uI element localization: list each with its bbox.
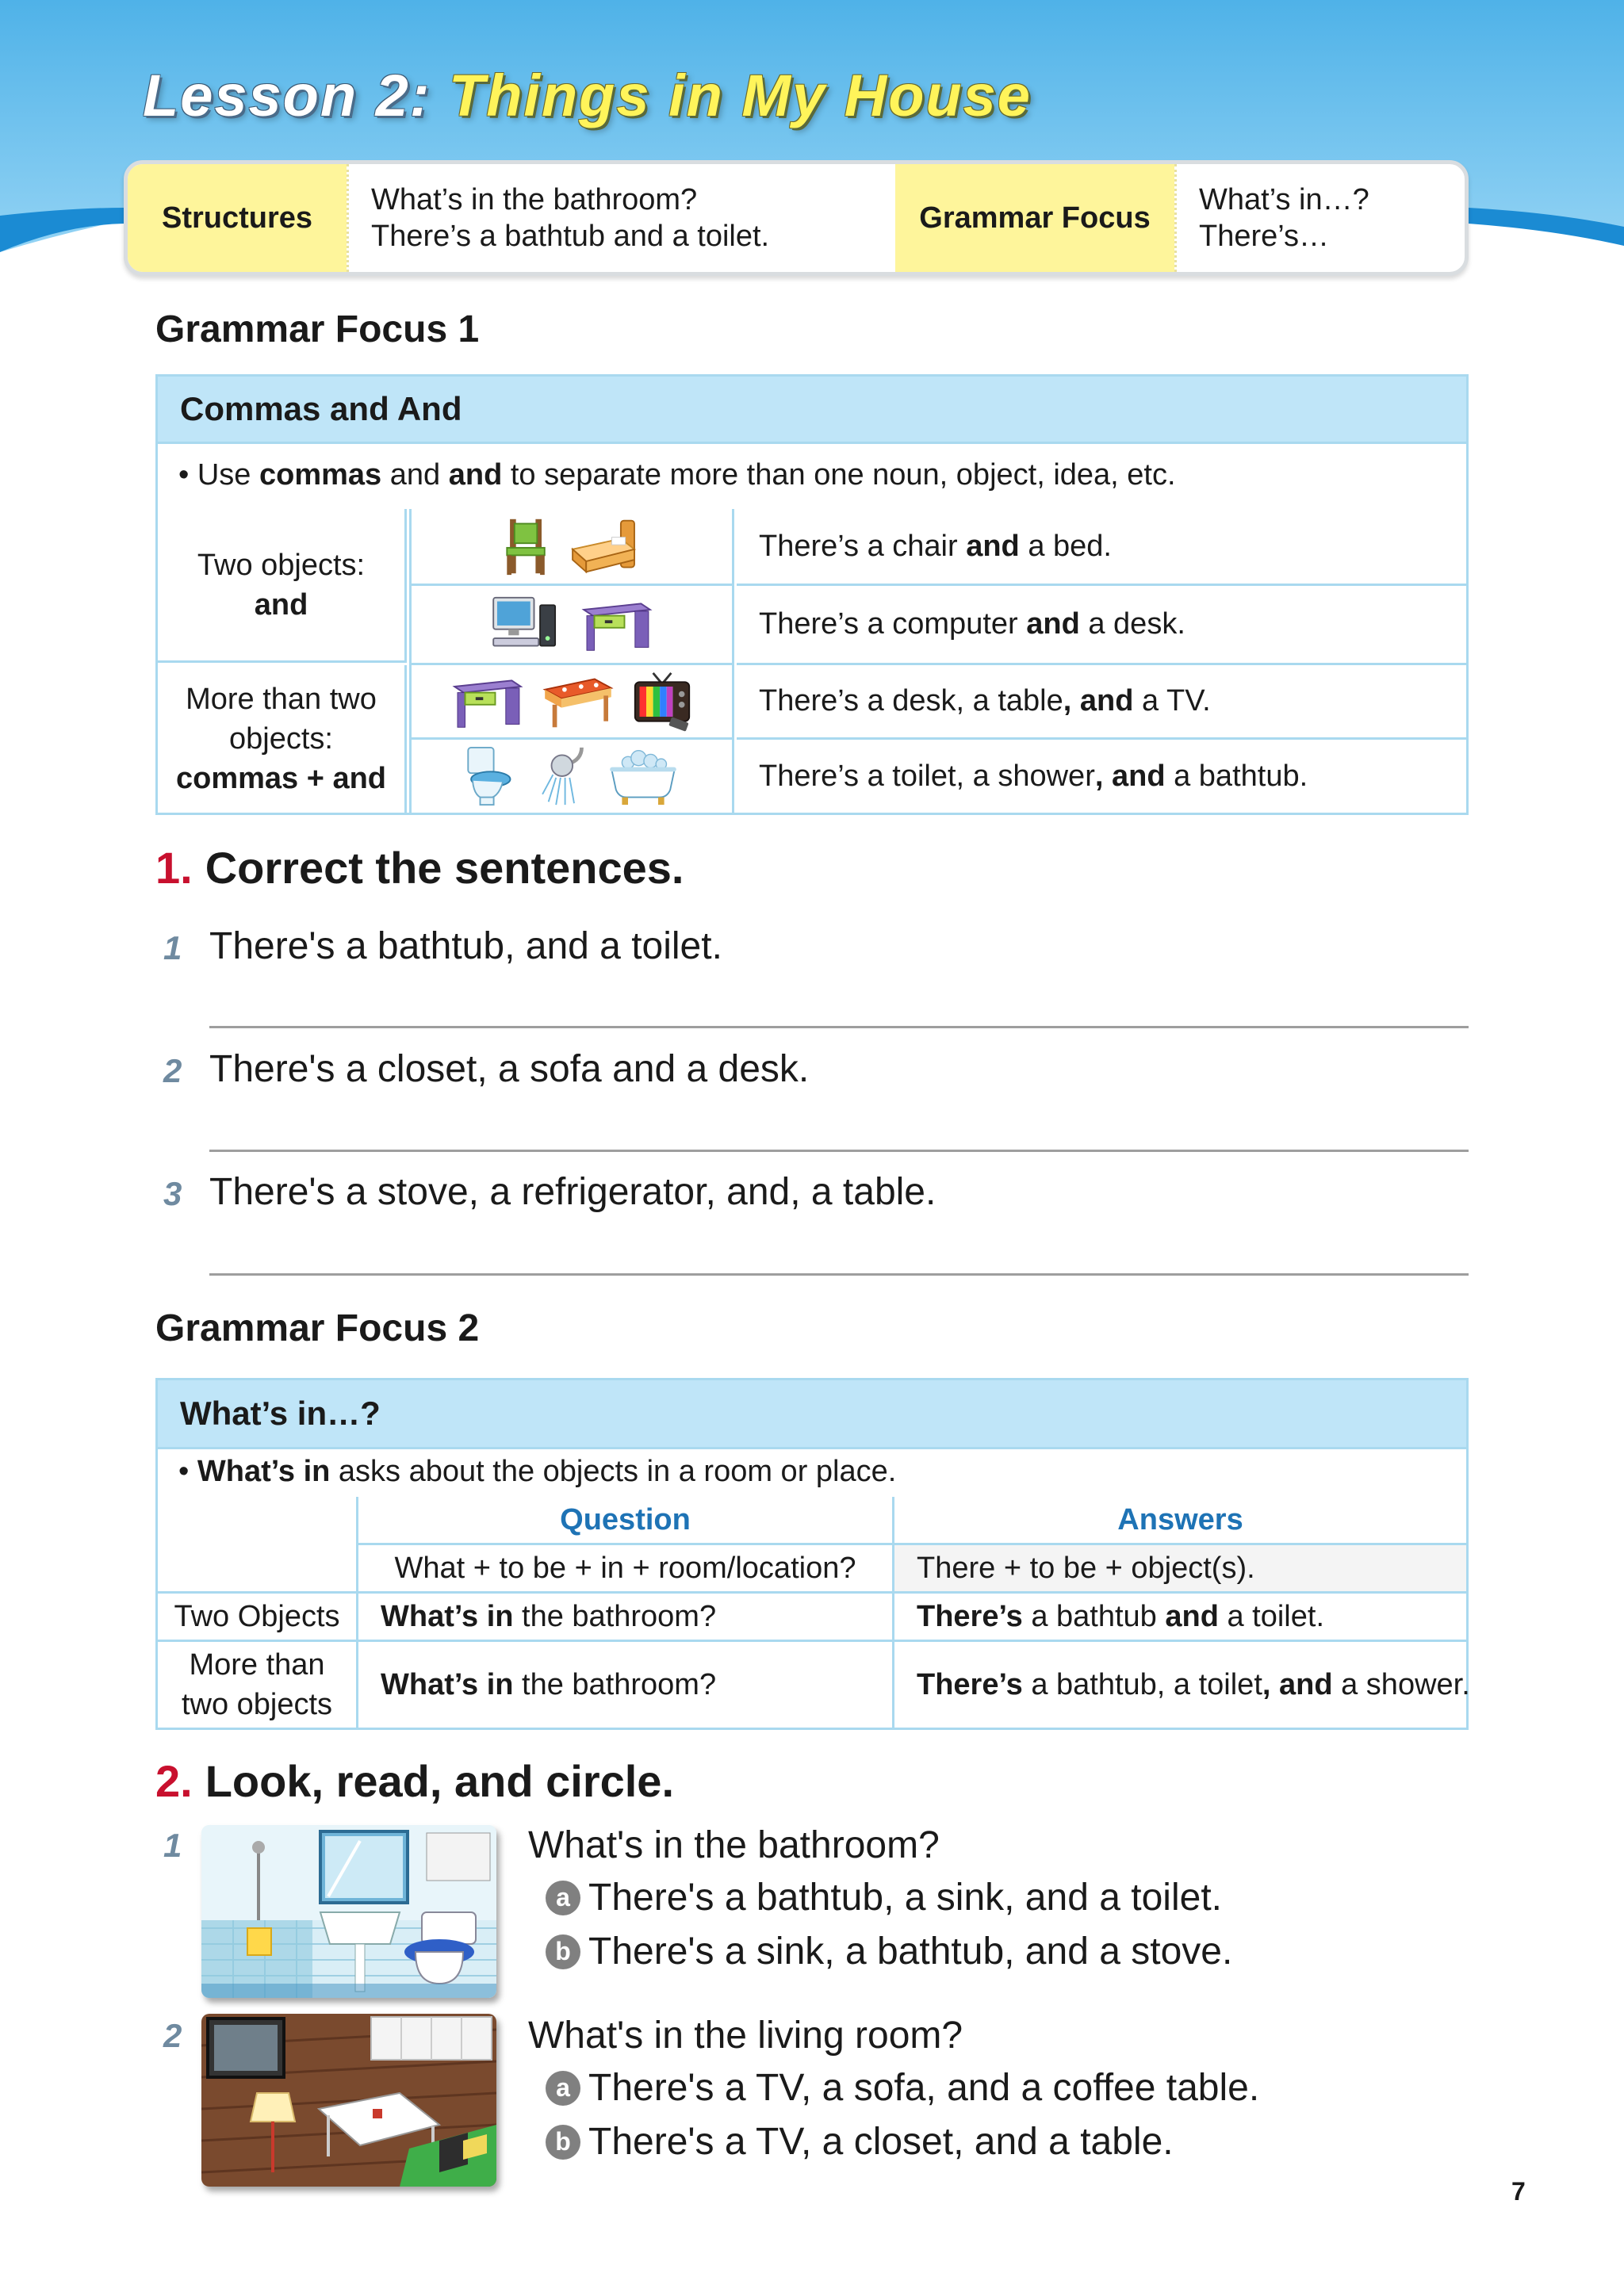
sentence-bold: and bbox=[1026, 607, 1080, 641]
desk-icon bbox=[451, 672, 523, 732]
row-more-objects-question bbox=[358, 1642, 892, 1728]
ex2-item-2-option-a[interactable] bbox=[546, 2066, 1259, 2110]
option-a-badge[interactable]: a bbox=[546, 2071, 580, 2106]
group-two-objects bbox=[158, 509, 407, 663]
table-title: Commas and And bbox=[158, 377, 1466, 442]
ex1-item-2-text: There's a closet, a sofa and a desk. bbox=[209, 1048, 810, 1090]
q-rest: the bathroom? bbox=[513, 1667, 717, 1701]
structures-label: Structures bbox=[128, 164, 347, 272]
ex2-item-1-question: What's in the bathroom? bbox=[528, 1824, 940, 1866]
q-bold: What’s in bbox=[381, 1667, 514, 1701]
group-more-line-2: objects: bbox=[229, 722, 333, 756]
lesson-title bbox=[143, 62, 1032, 129]
rule-bold: What’s in bbox=[197, 1455, 331, 1488]
bathroom-picture bbox=[201, 1825, 496, 1998]
structures-box bbox=[124, 160, 1469, 276]
chair-icon bbox=[503, 516, 551, 576]
icon-cell bbox=[409, 586, 734, 665]
grammar-focus-line-1: What’s in…? bbox=[1199, 183, 1369, 216]
table-body bbox=[158, 509, 1466, 813]
sentence-part: a TV. bbox=[1133, 684, 1211, 718]
sentence-part: There’s a computer bbox=[759, 607, 1027, 641]
structures-line-2: There’s a bathtub and a toilet. bbox=[371, 220, 770, 253]
grammar-focus-1-heading: Grammar Focus 1 bbox=[155, 308, 480, 350]
rule-prefix: • bbox=[178, 1455, 197, 1488]
ex1-answer-line-3[interactable] bbox=[209, 1273, 1469, 1276]
ex2-item-2-option-b[interactable] bbox=[546, 2120, 1174, 2164]
row-more-objects-label bbox=[158, 1642, 356, 1728]
ex2-item-2-number: 2 bbox=[163, 2017, 182, 2054]
toilet-icon bbox=[464, 744, 512, 808]
a-end: a toilet. bbox=[1218, 1599, 1324, 1633]
rule-suffix: to separate more than one noun, object, idea, etc. bbox=[502, 458, 1176, 492]
icon-cell bbox=[409, 509, 734, 586]
computer-icon bbox=[490, 595, 562, 655]
q-rest: the bathroom? bbox=[513, 1599, 717, 1633]
pattern-question: What + to be + in + room/location? bbox=[394, 1551, 856, 1585]
a-bold-1: There’s bbox=[917, 1599, 1023, 1633]
group-more-objects bbox=[158, 665, 407, 813]
column-header-answers: Answers bbox=[1117, 1502, 1243, 1536]
ex2-item-1-option-b[interactable] bbox=[546, 1930, 1232, 1973]
row-more-objects-answer bbox=[894, 1642, 1470, 1728]
lesson-name: Things in My House bbox=[449, 63, 1032, 128]
sentence-bold: , and bbox=[1063, 684, 1134, 718]
label-line-1: More than bbox=[189, 1648, 325, 1682]
group-two-line-1: Two objects: bbox=[197, 548, 366, 582]
ex1-answer-line-2[interactable] bbox=[209, 1150, 1469, 1152]
table-icon bbox=[542, 672, 614, 732]
example-sentence bbox=[737, 665, 1466, 740]
a-mid: a bathtub bbox=[1022, 1599, 1166, 1633]
icon-cell bbox=[409, 665, 734, 740]
ex2-item-2-question: What's in the living room? bbox=[528, 2015, 963, 2057]
ex1-answer-line-1[interactable] bbox=[209, 1026, 1469, 1028]
a-mid: a bathtub, a toilet bbox=[1022, 1667, 1262, 1701]
grammar-focus-text bbox=[1174, 164, 1465, 272]
rule-bold-commas: commas bbox=[259, 458, 382, 492]
ex1-item-2-number: 2 bbox=[163, 1052, 182, 1089]
pattern-answer: There + to be + object(s). bbox=[894, 1545, 1466, 1591]
exercise-2-title: Look, read, and circle. bbox=[205, 1756, 675, 1806]
exercise-1-heading bbox=[155, 842, 684, 894]
example-sentence bbox=[737, 509, 1466, 586]
a-end: a shower. bbox=[1332, 1667, 1470, 1701]
a-bold-1: There’s bbox=[917, 1667, 1023, 1701]
grammar-focus-label: Grammar Focus bbox=[895, 164, 1174, 272]
exercise-1-title: Correct the sentences. bbox=[205, 843, 684, 893]
example-sentence bbox=[737, 586, 1466, 665]
label-line-2: two objects bbox=[181, 1688, 333, 1721]
table-body bbox=[158, 1497, 1470, 1728]
option-a-text: There's a bathtub, a sink, and a toilet. bbox=[588, 1877, 1222, 1919]
column-header-question: Question bbox=[560, 1502, 691, 1536]
group-two-line-2: and bbox=[254, 587, 308, 622]
living-room-picture bbox=[201, 2014, 496, 2187]
grammar-focus-line-2: There’s… bbox=[1199, 220, 1330, 253]
shower-icon bbox=[529, 744, 589, 808]
table-rule bbox=[158, 442, 1466, 507]
ex1-item-3-text: There's a stove, a refrigerator, and, a table. bbox=[209, 1171, 936, 1213]
tv-icon bbox=[632, 672, 692, 732]
sentence-bold: and bbox=[966, 529, 1020, 563]
exercise-2-heading bbox=[155, 1755, 674, 1807]
row-two-objects-question bbox=[358, 1594, 892, 1640]
group-more-line-1: More than two bbox=[186, 683, 377, 716]
lesson-number: Lesson 2: bbox=[143, 63, 431, 128]
a-bold-2: and bbox=[1165, 1599, 1219, 1633]
ex1-item-1-text: There's a bathtub, and a toilet. bbox=[209, 925, 722, 967]
sentence-bold: , and bbox=[1094, 759, 1166, 793]
icon-cell bbox=[409, 740, 734, 813]
bathtub-icon bbox=[607, 744, 679, 808]
rule-suffix: asks about the objects in a room or place. bbox=[330, 1455, 897, 1488]
grammar-focus-2-table bbox=[155, 1378, 1469, 1730]
sentence-part: a bed. bbox=[1019, 529, 1112, 563]
group-more-line-3: commas + and bbox=[175, 762, 387, 795]
option-b-text: There's a TV, a closet, and a table. bbox=[588, 2121, 1174, 2163]
a-bold-2: , and bbox=[1262, 1667, 1333, 1701]
desk-icon bbox=[580, 595, 653, 655]
ex2-item-1-number: 1 bbox=[163, 1827, 182, 1864]
exercise-1-number: 1. bbox=[155, 843, 193, 893]
grammar-focus-1-table bbox=[155, 374, 1469, 815]
sentence-part: a bathtub. bbox=[1165, 759, 1308, 793]
structures-text bbox=[347, 164, 895, 272]
option-b-text: There's a sink, a bathtub, and a stove. bbox=[588, 1931, 1233, 1973]
exercise-2-number: 2. bbox=[155, 1756, 193, 1806]
rule-bold-and: and bbox=[448, 458, 503, 492]
ex1-item-1-number: 1 bbox=[163, 929, 182, 966]
grammar-focus-2-heading: Grammar Focus 2 bbox=[155, 1307, 480, 1349]
rule-mid: and bbox=[381, 458, 449, 492]
sentence-part: There’s a desk, a table bbox=[759, 684, 1063, 718]
option-a-badge[interactable]: a bbox=[546, 1881, 580, 1915]
option-a-text: There's a TV, a sofa, and a coffee table. bbox=[588, 2067, 1260, 2109]
sentence-part: There’s a chair bbox=[759, 529, 967, 563]
q-bold: What’s in bbox=[381, 1599, 514, 1633]
rule-prefix: • Use bbox=[178, 458, 259, 492]
row-two-objects-label: Two Objects bbox=[174, 1599, 340, 1633]
structures-line-1: What’s in the bathroom? bbox=[371, 183, 698, 216]
example-sentence bbox=[737, 740, 1466, 813]
ex1-item-3-number: 3 bbox=[163, 1175, 182, 1212]
option-b-badge[interactable]: b bbox=[546, 1934, 580, 1969]
page-number: 7 bbox=[1511, 2177, 1526, 2206]
sentence-part: a desk. bbox=[1079, 607, 1185, 641]
table-rule bbox=[158, 1447, 1466, 1494]
bed-icon bbox=[568, 516, 640, 576]
table-title: What’s in…? bbox=[158, 1380, 1466, 1447]
sentence-part: There’s a toilet, a shower bbox=[759, 759, 1095, 793]
row-two-objects-answer bbox=[894, 1594, 1466, 1640]
ex2-item-1-option-a[interactable] bbox=[546, 1876, 1222, 1919]
option-b-badge[interactable]: b bbox=[546, 2125, 580, 2160]
